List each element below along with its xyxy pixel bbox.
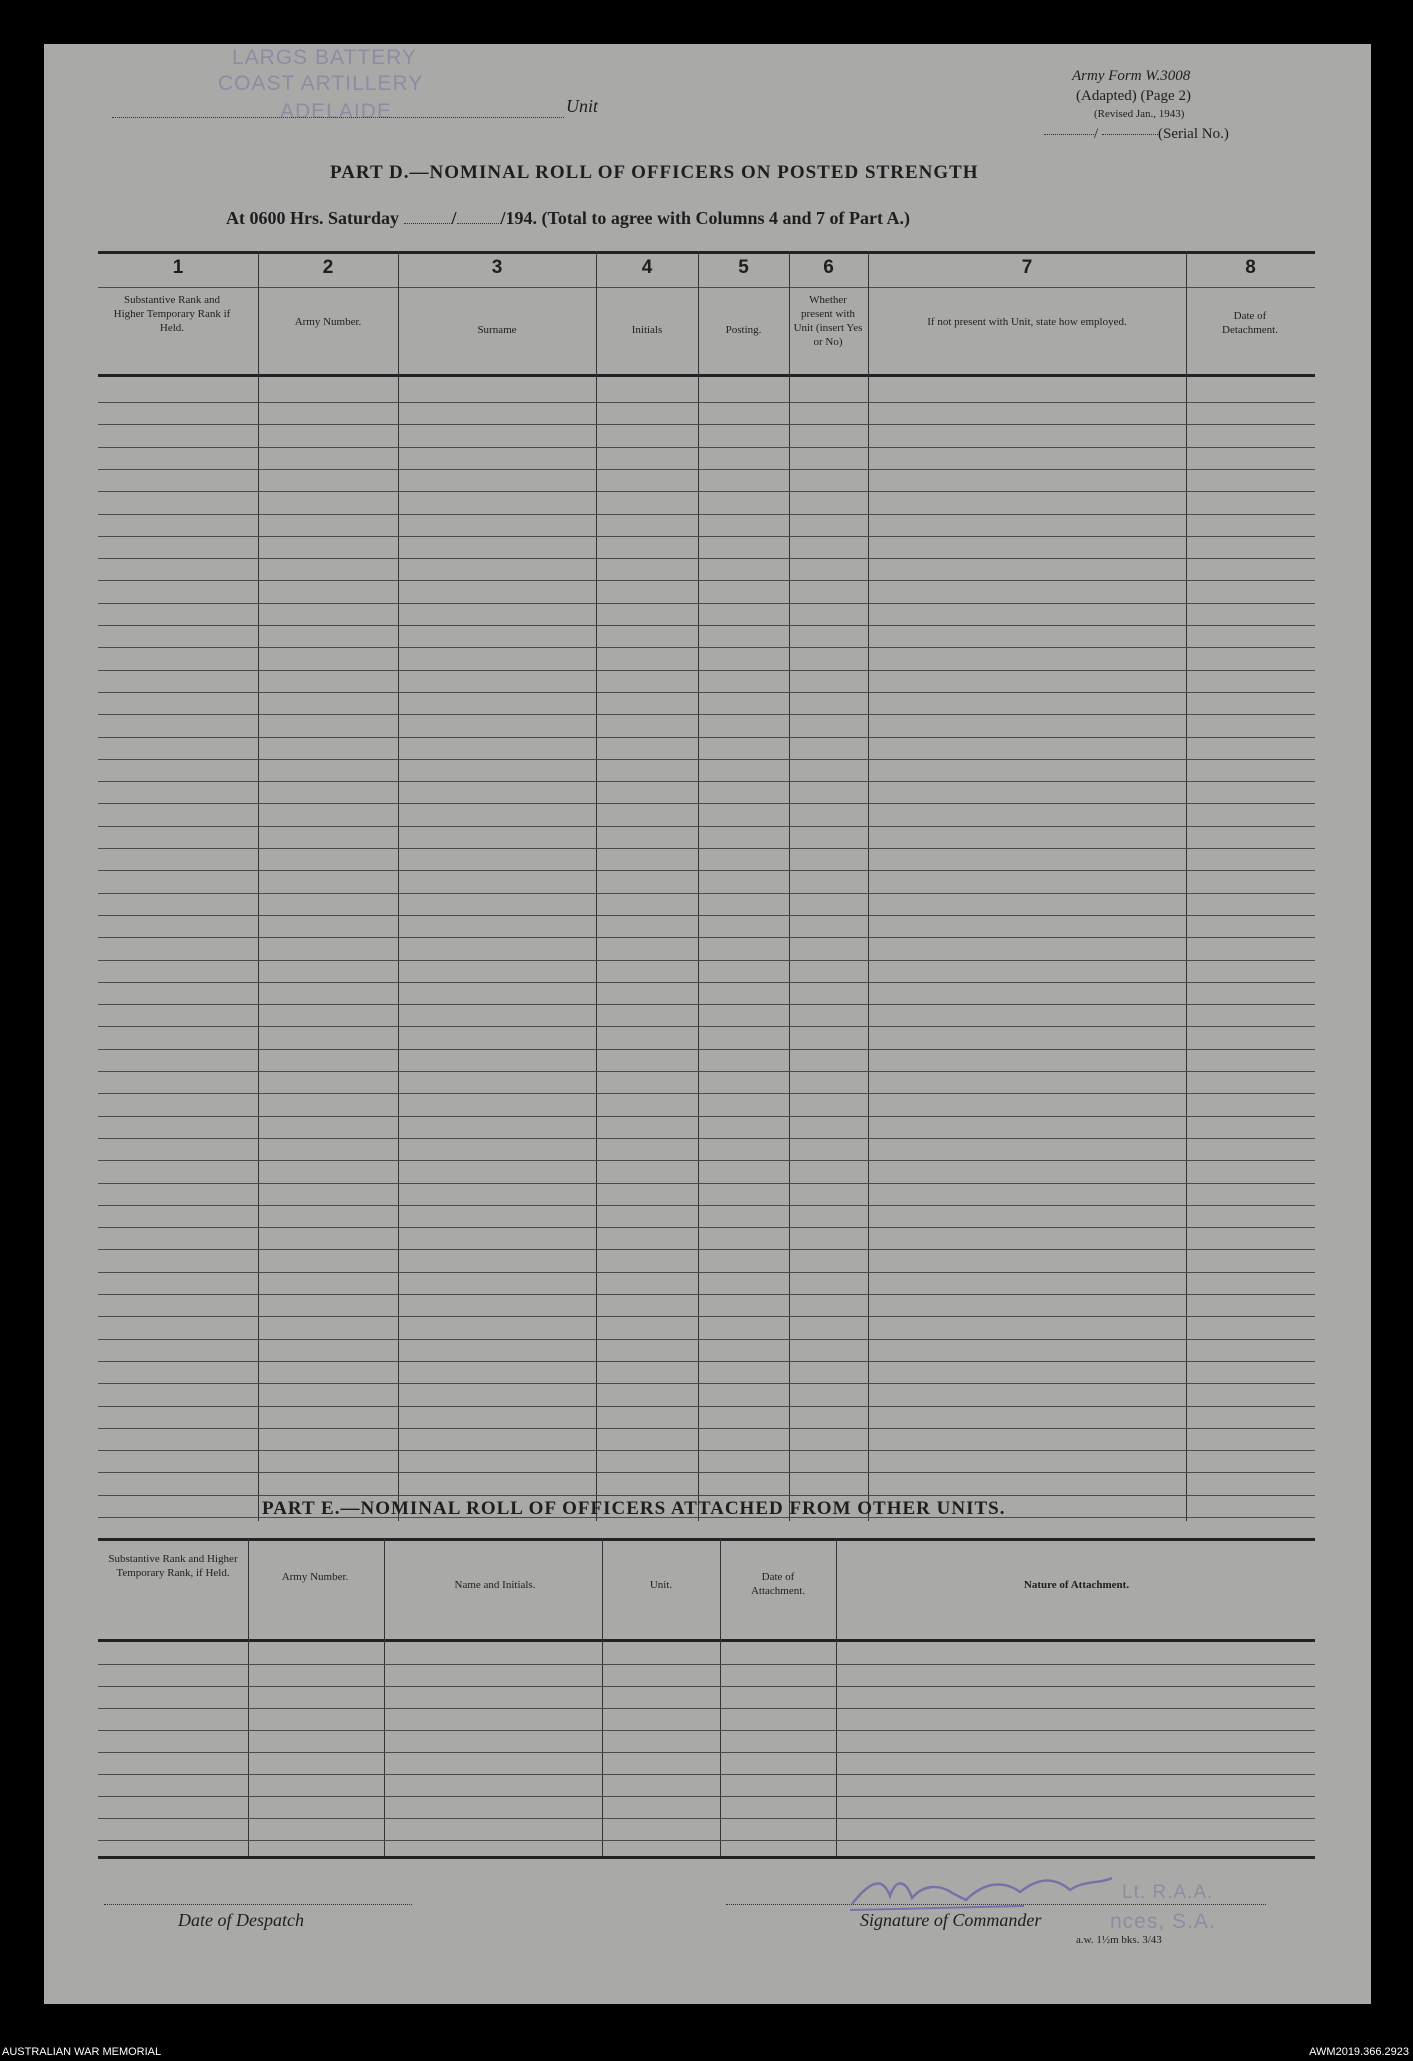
ruled-line bbox=[98, 1227, 1315, 1228]
form-number bbox=[1072, 68, 1190, 85]
part-e-col-3-heading: Name and Initials. bbox=[454, 1579, 536, 1591]
archive-caption: AUSTRALIAN WAR MEMORIAL bbox=[2, 2046, 162, 2058]
ruled-line bbox=[98, 647, 1315, 648]
col-divider bbox=[596, 251, 597, 1521]
col-divider bbox=[720, 1538, 721, 1858]
ruled-line bbox=[98, 870, 1315, 871]
ruled-line bbox=[98, 1664, 1315, 1665]
ruled-line bbox=[98, 447, 1315, 448]
col-1-heading: Substantive Rank and Higher Temporary Rank if Held. bbox=[113, 294, 231, 334]
form-revised: (Revised Jan., 1943) bbox=[1094, 108, 1185, 120]
col-1-number: 1 bbox=[172, 257, 184, 278]
col-7-heading: If not present with Unit, state how employed. bbox=[927, 316, 1127, 328]
ruled-line bbox=[98, 1049, 1315, 1050]
ruled-line bbox=[98, 1450, 1315, 1451]
ruled-line bbox=[98, 1160, 1315, 1161]
part-d-title: PART D.—NOMINAL ROLL OF OFFICERS ON POSTED STRENGTH bbox=[330, 162, 979, 183]
col-6-heading: Whether present with Unit (insert Yes or No) bbox=[793, 294, 863, 348]
col-8-heading: Date of Detachment. bbox=[1222, 310, 1278, 336]
col-divider bbox=[258, 251, 259, 1521]
subtitle-prefix: At 0600 Hrs. Saturday bbox=[226, 208, 400, 228]
signature-line bbox=[726, 1904, 1266, 1905]
part-d-table bbox=[98, 251, 1315, 1521]
col-2-number: 2 bbox=[322, 257, 334, 278]
ruled-line bbox=[98, 826, 1315, 827]
subtitle-mid: / bbox=[451, 208, 457, 228]
part-d-subtitle bbox=[226, 208, 910, 229]
day-blank bbox=[404, 222, 452, 224]
part-e-col-1-heading: Substantive Rank and Higher Temporary Rank, if Held. bbox=[108, 1553, 238, 1579]
part-e-col-2-heading: Army Number. bbox=[281, 1571, 349, 1583]
ruled-line bbox=[98, 1138, 1315, 1139]
despatch-line bbox=[104, 1904, 412, 1905]
ruled-line bbox=[98, 1406, 1315, 1407]
accession-number: AWM2019.366.2923 bbox=[1309, 2046, 1409, 2058]
ruled-line bbox=[98, 1071, 1315, 1072]
ruled-line bbox=[98, 1116, 1315, 1117]
part-e-table bbox=[98, 1538, 1315, 1858]
ruled-line bbox=[98, 1472, 1315, 1473]
ruled-line bbox=[98, 1752, 1315, 1753]
col-4-number: 4 bbox=[641, 257, 653, 278]
ruled-line bbox=[98, 960, 1315, 961]
col-5-number: 5 bbox=[738, 257, 749, 278]
part-e-bottom-rule bbox=[98, 1856, 1315, 1859]
ruled-line bbox=[98, 670, 1315, 671]
ruled-line bbox=[98, 848, 1315, 849]
col-divider bbox=[248, 1538, 249, 1858]
ruled-line bbox=[98, 893, 1315, 894]
month-blank bbox=[457, 222, 501, 224]
serial-dotted-1 bbox=[1044, 134, 1094, 135]
col-divider bbox=[1186, 251, 1187, 1521]
col-divider bbox=[789, 251, 790, 1521]
col-divider bbox=[602, 1538, 603, 1858]
ruled-line bbox=[98, 1730, 1315, 1731]
rank-stamp: Lt. R.A.A. bbox=[1122, 1882, 1214, 1903]
part-e-col-4-heading: Unit. bbox=[649, 1579, 673, 1591]
col-2-heading: Army Number. bbox=[294, 316, 362, 328]
ruled-line bbox=[98, 625, 1315, 626]
print-note: a.w. 1½m bks. 3/43 bbox=[1076, 1934, 1162, 1946]
col-divider bbox=[384, 1538, 385, 1858]
subtitle-suffix: /194. (Total to agree with Columns 4 and 7 of Part A.) bbox=[500, 208, 911, 228]
ruled-line bbox=[98, 491, 1315, 492]
ruled-line bbox=[98, 1495, 1315, 1496]
signature-label: Signature of Commander bbox=[860, 1910, 1042, 1930]
unit-dotted-line bbox=[112, 117, 564, 118]
serial-dotted-2 bbox=[1102, 134, 1158, 135]
col-3-number: 3 bbox=[491, 257, 503, 278]
col-6-number: 6 bbox=[823, 257, 834, 278]
ruled-line bbox=[98, 1796, 1315, 1797]
unit-label: Unit bbox=[566, 96, 599, 116]
header-bottom-rule bbox=[98, 374, 1315, 377]
ruled-line bbox=[98, 1272, 1315, 1273]
serial-label: (Serial No.) bbox=[1158, 126, 1229, 142]
unit-stamp-line3: ADELAIDE bbox=[280, 100, 392, 123]
ruled-line bbox=[98, 1361, 1315, 1362]
col-5-heading: Posting. bbox=[725, 324, 762, 336]
col-3-heading: Surname bbox=[477, 324, 517, 336]
ruled-line bbox=[98, 1093, 1315, 1094]
ruled-line bbox=[98, 915, 1315, 916]
number-row-rule bbox=[98, 287, 1315, 288]
form-sheet bbox=[44, 44, 1371, 2004]
ruled-line bbox=[98, 1026, 1315, 1027]
ruled-line bbox=[98, 1339, 1315, 1340]
ruled-line bbox=[98, 1818, 1315, 1819]
col-divider bbox=[836, 1538, 837, 1858]
ruled-line bbox=[98, 1294, 1315, 1295]
ruled-line bbox=[98, 1708, 1315, 1709]
despatch-label: Date of Despatch bbox=[178, 1910, 304, 1930]
ruled-line bbox=[98, 603, 1315, 604]
ruled-line bbox=[98, 737, 1315, 738]
ruled-line bbox=[98, 803, 1315, 804]
ruled-line bbox=[98, 1183, 1315, 1184]
ruled-line bbox=[98, 1316, 1315, 1317]
ruled-line bbox=[98, 469, 1315, 470]
ruled-line bbox=[98, 692, 1315, 693]
place-stamp: nces, S.A. bbox=[1110, 1910, 1216, 1933]
form-number-text: Army Form W.3008 bbox=[1072, 68, 1191, 84]
ruled-line bbox=[98, 1428, 1315, 1429]
ruled-line bbox=[98, 424, 1315, 425]
ruled-line bbox=[98, 536, 1315, 537]
ruled-line bbox=[98, 580, 1315, 581]
ruled-line bbox=[98, 558, 1315, 559]
part-e-col-5-heading: Date of Attachment. bbox=[750, 1571, 806, 1597]
ruled-line bbox=[98, 402, 1315, 403]
ruled-line bbox=[98, 759, 1315, 760]
ruled-line bbox=[98, 1840, 1315, 1841]
ruled-line bbox=[98, 714, 1315, 715]
unit-stamp-line1: LARGS BATTERY bbox=[232, 46, 417, 69]
col-divider bbox=[398, 251, 399, 1521]
unit-stamp-line2: COAST ARTILLERY bbox=[218, 72, 424, 95]
serial-slash: / bbox=[1094, 126, 1099, 142]
col-divider bbox=[698, 251, 699, 1521]
ruled-line bbox=[98, 514, 1315, 515]
part-e-top-rule bbox=[98, 1538, 1315, 1541]
part-e-col-6-heading: Nature of Attachment. bbox=[1023, 1579, 1130, 1591]
ruled-line bbox=[98, 982, 1315, 983]
ruled-line bbox=[98, 781, 1315, 782]
ruled-line bbox=[98, 1004, 1315, 1005]
part-e-header-rule bbox=[98, 1639, 1315, 1642]
ruled-line bbox=[98, 937, 1315, 938]
col-divider bbox=[868, 251, 869, 1521]
col-8-number: 8 bbox=[1245, 257, 1256, 278]
form-adapted: (Adapted) (Page 2) bbox=[1076, 88, 1191, 104]
ruled-line bbox=[98, 1686, 1315, 1687]
ruled-line bbox=[98, 1774, 1315, 1775]
ruled-line bbox=[98, 1249, 1315, 1250]
part-e-title: PART E.—NOMINAL ROLL OF OFFICERS ATTACHED FROM OTHER UNITS. bbox=[262, 1498, 1006, 1519]
col-4-heading: Initials bbox=[631, 324, 663, 336]
ruled-line bbox=[98, 1205, 1315, 1206]
table-top-rule bbox=[98, 251, 1315, 254]
ruled-line bbox=[98, 1383, 1315, 1384]
col-7-number: 7 bbox=[1021, 257, 1033, 278]
